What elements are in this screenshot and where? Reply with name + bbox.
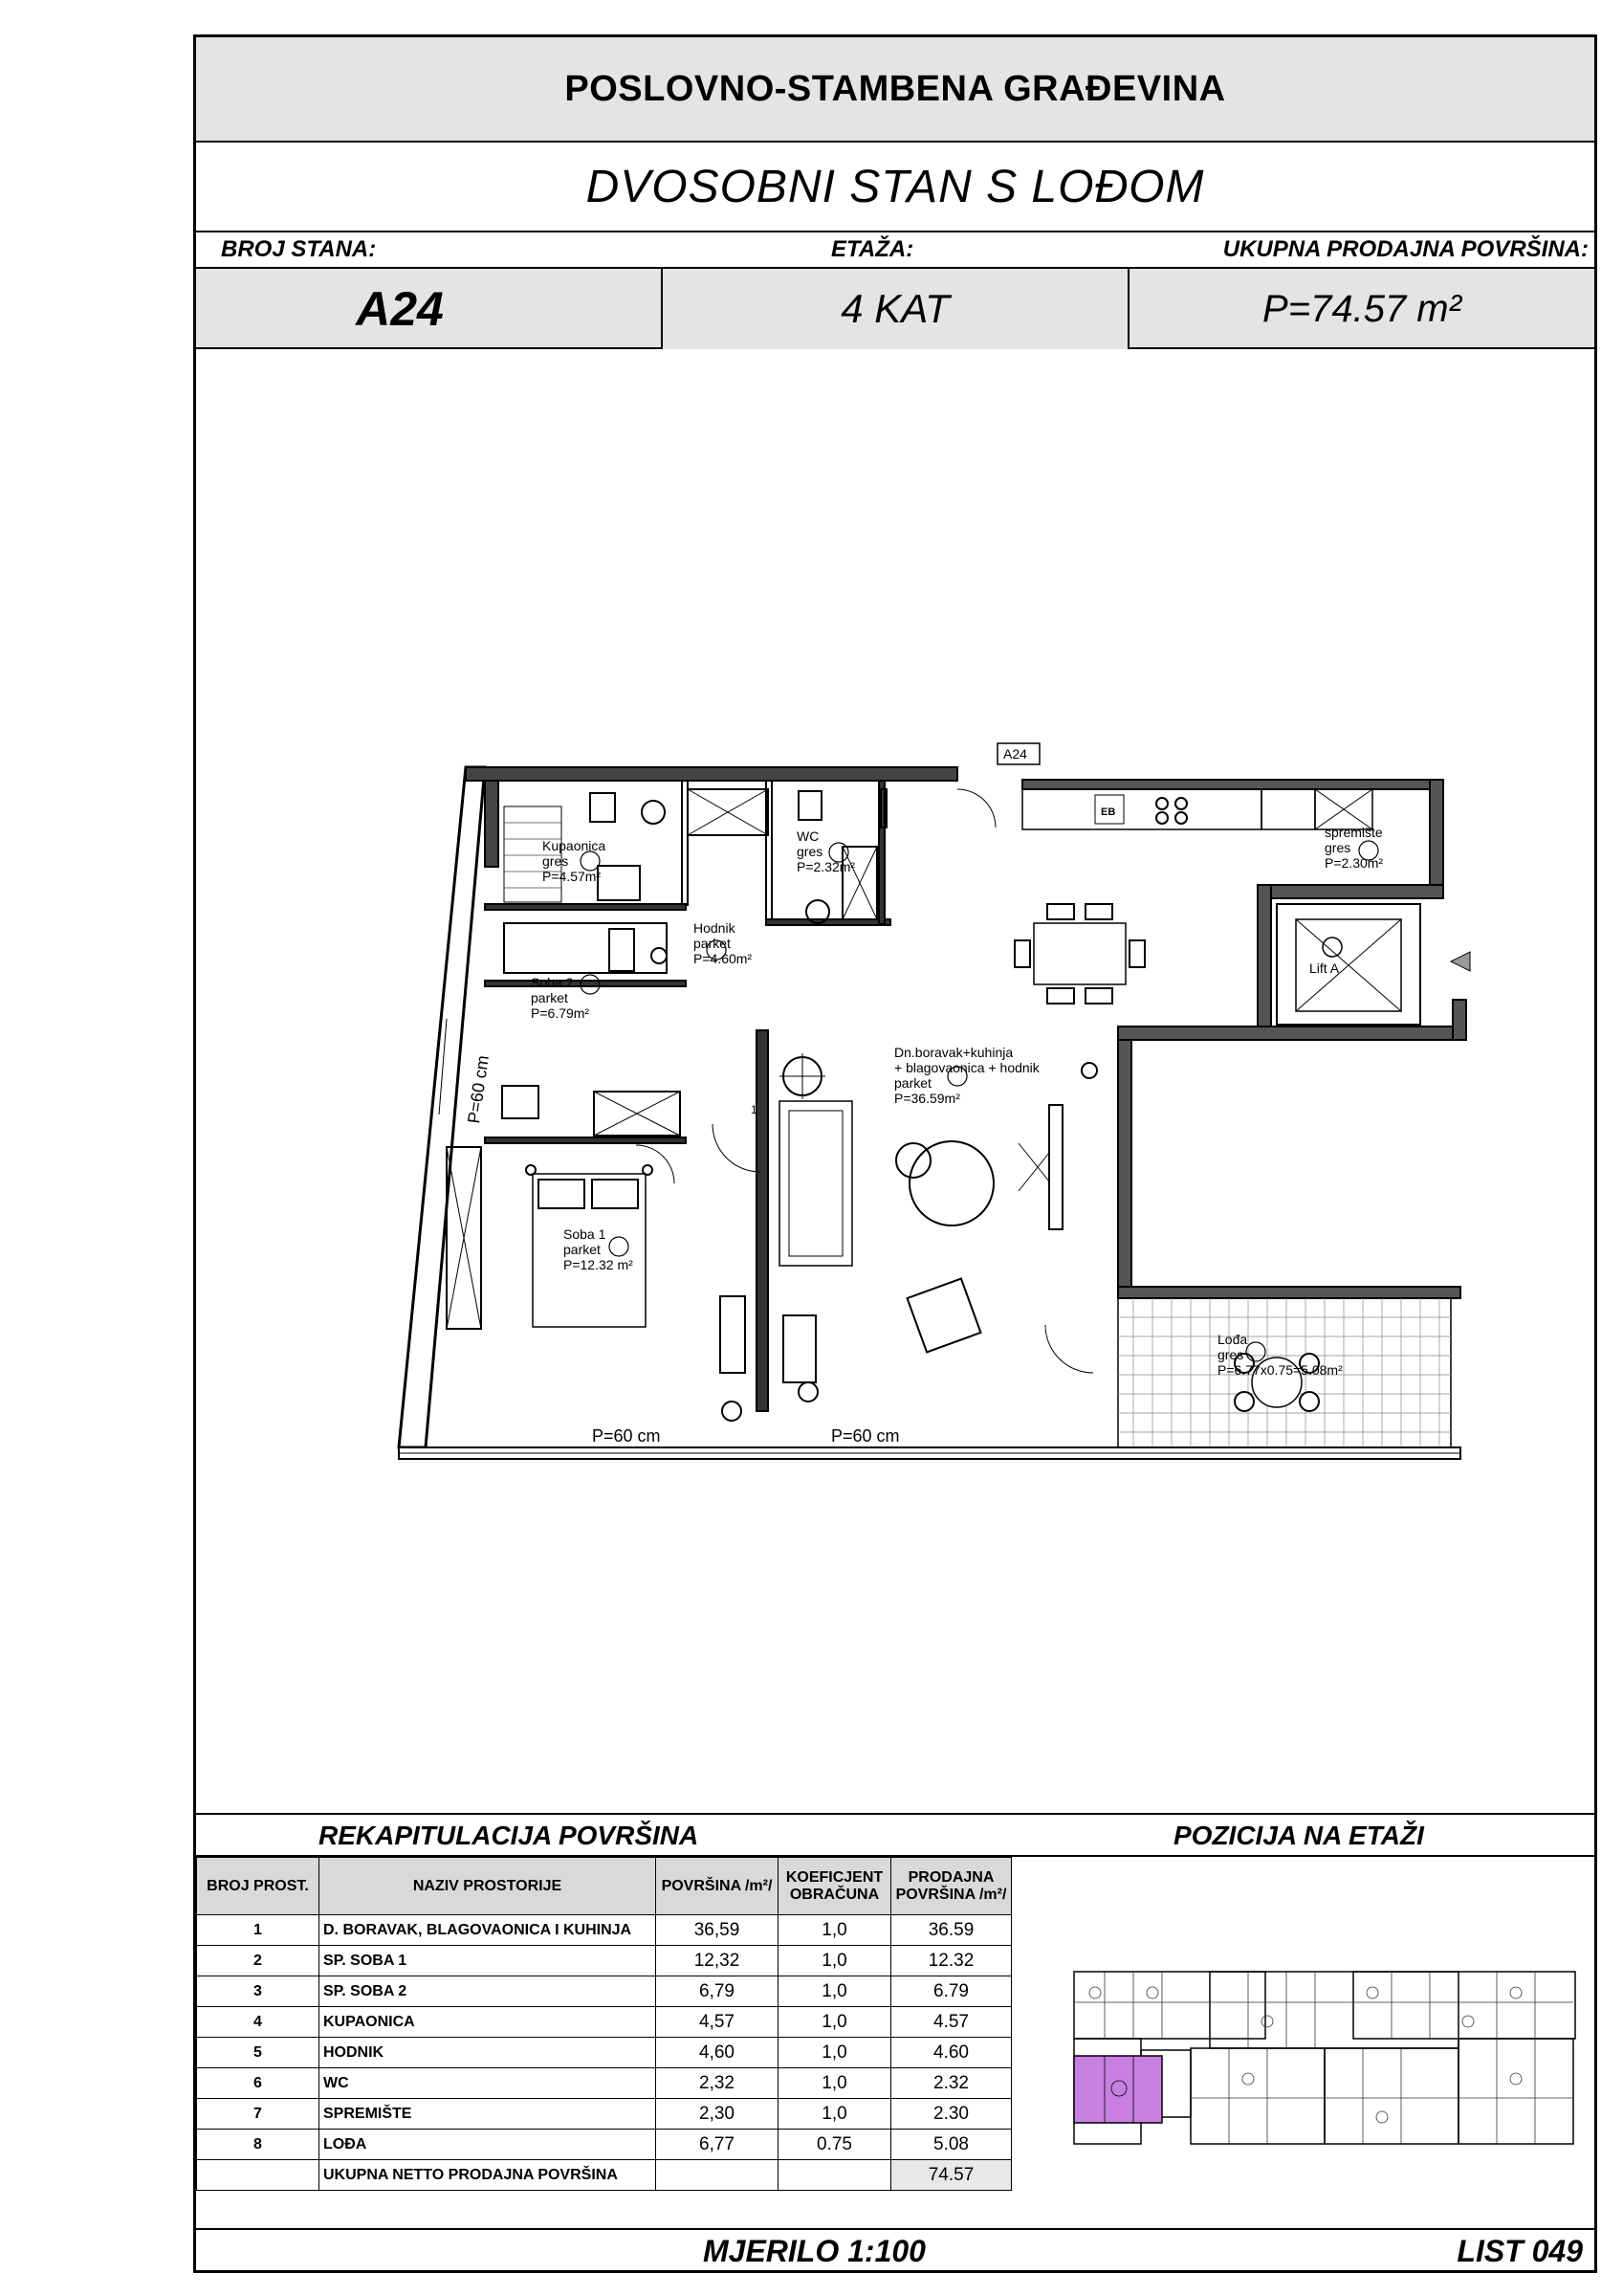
row-sale: 2.30 [891,2099,1012,2130]
row-sale: 4.57 [891,2007,1012,2038]
row-coef: 0.75 [779,2130,891,2160]
row-number: 5 [197,2038,319,2068]
row-number: 2 [197,1946,319,1976]
row-sale: 12.32 [891,1946,1012,1976]
row-area: 6,77 [656,2130,779,2160]
apartment-highlight [1074,2056,1162,2123]
sheet-number: LIST 049 [1457,2234,1583,2268]
room-6-line-2: gres [1325,840,1351,855]
floor-plan [196,349,1594,1813]
apartment-type: DVOSOBNI STAN S LOĐOM [585,161,1205,212]
room-3-line-3: P=6.79m² [531,1005,590,1021]
row-coef: 1,0 [779,2068,891,2099]
floor-cell [663,269,1130,349]
row-number: 6 [197,2068,319,2099]
row-sale: 6.79 [891,1976,1012,2007]
table-row [197,2068,1012,2099]
row-coef: 1,0 [779,2099,891,2130]
table-row [197,1915,1012,1946]
lift-label: Lift A [1309,960,1340,976]
col-header-name: NAZIV PROSTORIJE [319,1858,656,1915]
table-row [197,2099,1012,2130]
table-row [197,2007,1012,2038]
total-row [197,2160,1012,2191]
row-name: D. BORAVAK, BLAGOVAONICA I KUHINJA [319,1915,656,1946]
room-4-line-1: Kupaonica [542,838,606,853]
value-bar [196,269,1594,349]
room-8-line-2: gres [1217,1347,1244,1362]
row-area: 2,30 [656,2099,779,2130]
room-7-line-3: P=4.60m² [693,951,753,966]
col-header-number: BROJ PROST. [197,1858,319,1915]
apartment-type-bar [196,143,1594,232]
position-title: POZICIJA NA ETAŽI [1173,1821,1424,1850]
total-area-value: P=74.57 m² [1262,287,1461,330]
row-area: 2,32 [656,2068,779,2099]
room-5-line-2: gres [797,844,823,859]
table-row [197,2130,1012,2160]
row-sale: 2.32 [891,2068,1012,2099]
row-area: 6,79 [656,1976,779,2007]
room-4-line-3: P=4.57m² [542,869,602,884]
recap-table [196,1857,1012,2191]
total-empty-cell [656,2160,779,2191]
row-number: 1 [197,1915,319,1946]
apartment-number-cell [196,269,663,349]
table-row [197,1976,1012,2007]
row-name: KUPAONICA [319,2007,656,2038]
total-label: UKUPNA NETTO PRODAJNA POVRŠINA [319,2160,656,2191]
apartment-number: A24 [356,282,444,336]
label-total-area: UKUPNA PRODAJNA POVRŠINA: [1222,236,1589,262]
row-name: SP. SOBA 2 [319,1976,656,2007]
recap-header-row [197,1858,1012,1915]
label-apartment-number: BROJ STANA: [221,236,377,262]
row-name: SP. SOBA 1 [319,1946,656,1976]
total-empty-cell [779,2160,891,2191]
row-number: 3 [197,1976,319,2007]
room-8-line-1: Lođa [1217,1332,1248,1347]
row-coef: 1,0 [779,1976,891,2007]
floor-position-keyplan [1066,1964,1583,2146]
dim-left: P=60 cm [464,1053,493,1125]
row-name: HODNIK [319,2038,656,2068]
row-number: 4 [197,2007,319,2038]
table-row [197,1946,1012,1976]
row-name: SPREMIŠTE [319,2099,656,2130]
room-4-line-2: gres [542,853,569,869]
row-sale: 5.08 [891,2130,1012,2160]
room-1-line-1: Dn.boravak+kuhinja [894,1045,1014,1060]
room-1-line-3: parket [894,1075,932,1091]
row-area: 12,32 [656,1946,779,1976]
room-3-line-1: Soba 2 [531,975,574,990]
table-row [197,2038,1012,2068]
row-area: 4,60 [656,2038,779,2068]
room-2-line-3: P=12.32 m² [563,1257,633,1272]
room-6-line-3: P=2.30m² [1325,855,1384,871]
row-area: 36,59 [656,1915,779,1946]
room-1-id: 1 [751,1103,757,1116]
dim-bottom-2: P=60 cm [831,1426,900,1446]
dim-bottom-1: P=60 cm [592,1426,661,1446]
room-1-line-4: P=36.59m² [894,1091,960,1106]
col-header-sale: PRODAJNA POVRŠINA /m²/ [891,1858,1012,1915]
row-coef: 1,0 [779,2007,891,2038]
row-area: 4,57 [656,2007,779,2038]
room-marker-8 [1246,1342,1265,1361]
room-5-line-1: WC [797,828,820,844]
row-coef: 1,0 [779,1946,891,1976]
footer-bar [196,2228,1594,2270]
row-coef: 1,0 [779,2038,891,2068]
row-number: 8 [197,2130,319,2160]
total-value: 74.57 [891,2160,1012,2191]
recap-title-bar [196,1813,1594,1857]
row-sale: 4.60 [891,2038,1012,2068]
room-2-line-2: parket [563,1242,601,1257]
plan-tag: A24 [1003,746,1027,762]
row-name: WC [319,2068,656,2099]
total-empty-cell [197,2160,319,2191]
room-5-line-3: P=2.32m² [797,859,856,874]
label-floor: ETAŽA: [831,236,914,262]
room-3-line-2: parket [531,990,568,1005]
floor-plan-drawing [196,349,1594,1813]
room-marker-4 [581,851,600,871]
room-2-line-1: Soba 1 [563,1226,606,1242]
eb-label: EB [1101,806,1116,818]
col-header-coef: KOEFICJENT OBRAČUNA [779,1858,891,1915]
room-1-line-2: + blagovaonica + hodnik [894,1060,1040,1075]
recap-title: REKAPITULACIJA POVRŠINA [318,1821,699,1850]
room-6-line-1: spremište [1325,825,1383,840]
room-7-line-2: parket [693,936,731,951]
room-7-line-1: Hodnik [693,920,735,936]
row-number: 7 [197,2099,319,2130]
row-coef: 1,0 [779,1915,891,1946]
building-title-bar [196,37,1594,143]
room-marker-2 [609,1237,628,1256]
row-sale: 36.59 [891,1915,1012,1946]
row-name: LOĐA [319,2130,656,2160]
room-8-line-3: P=6.77x0.75=5.08m² [1217,1362,1343,1378]
drawing-sheet [193,34,1597,2273]
building-title: POSLOVNO-STAMBENA GRAĐEVINA [564,68,1226,109]
scale-label: MJERILO 1:100 [703,2234,926,2268]
col-header-area: POVRŠINA /m²/ [656,1858,779,1915]
floor-value: 4 KAT [841,286,950,331]
area-cell [1130,269,1594,349]
label-bar [196,232,1594,269]
